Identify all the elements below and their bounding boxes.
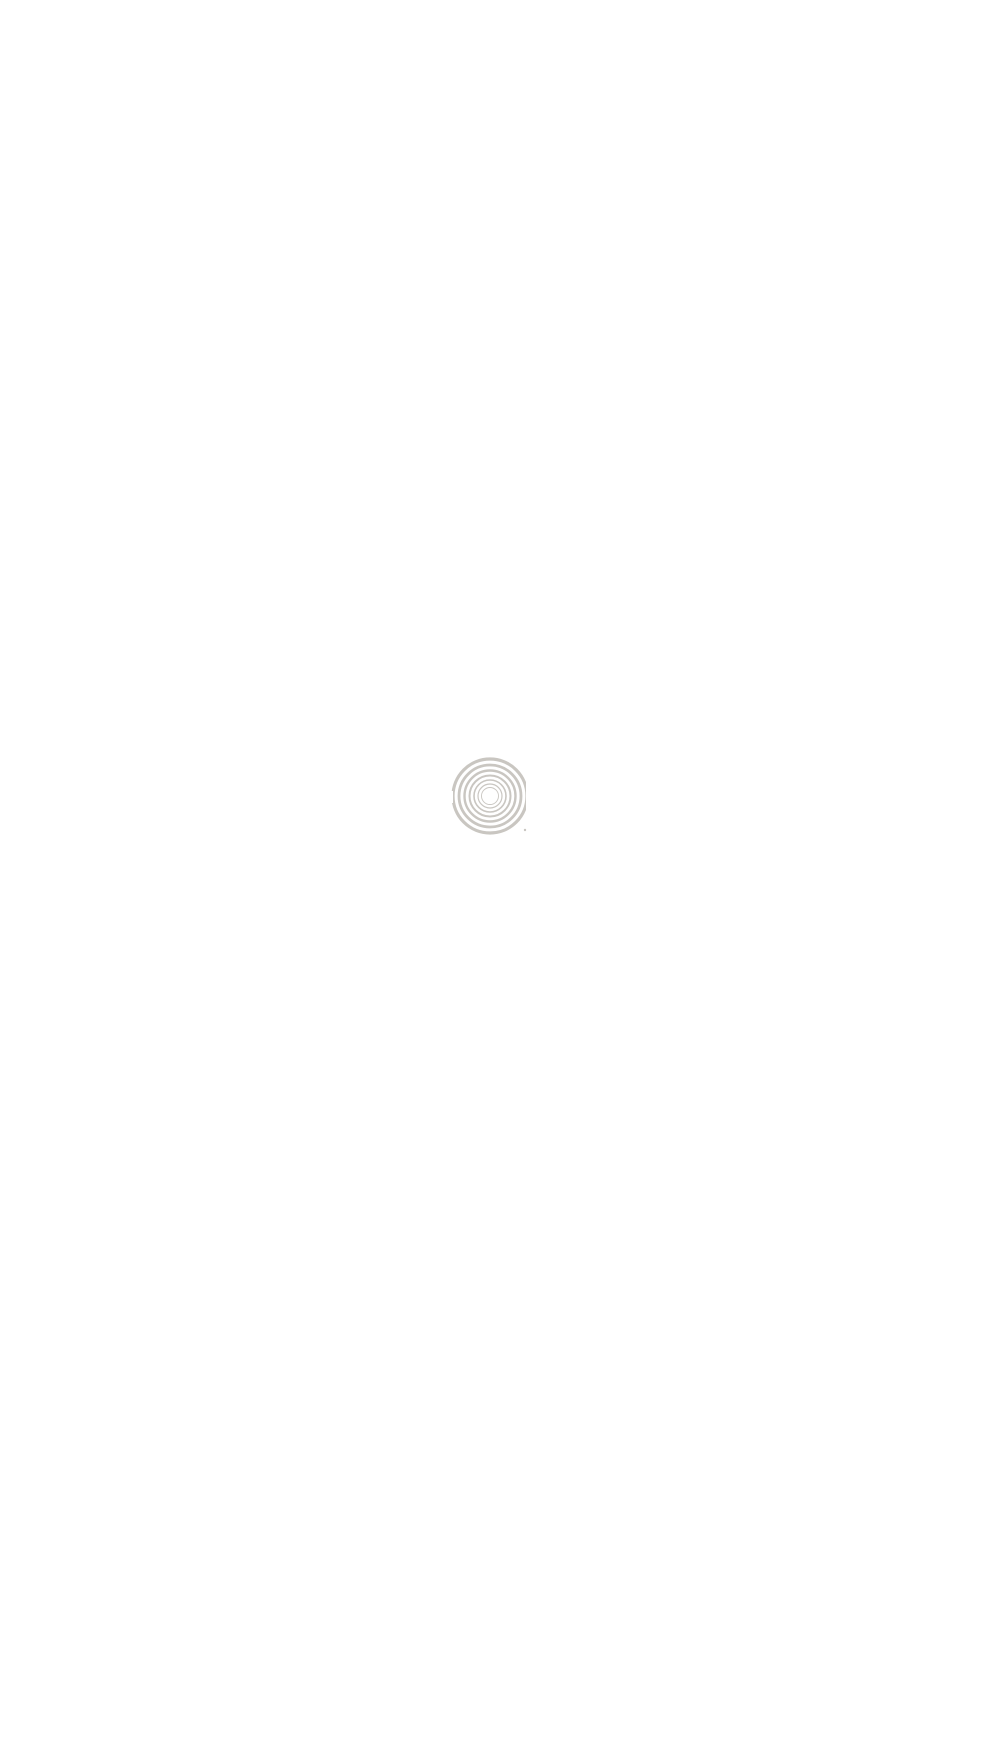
concentric-circles-spinner-icon [450,756,530,840]
loading-spinner [450,756,530,840]
